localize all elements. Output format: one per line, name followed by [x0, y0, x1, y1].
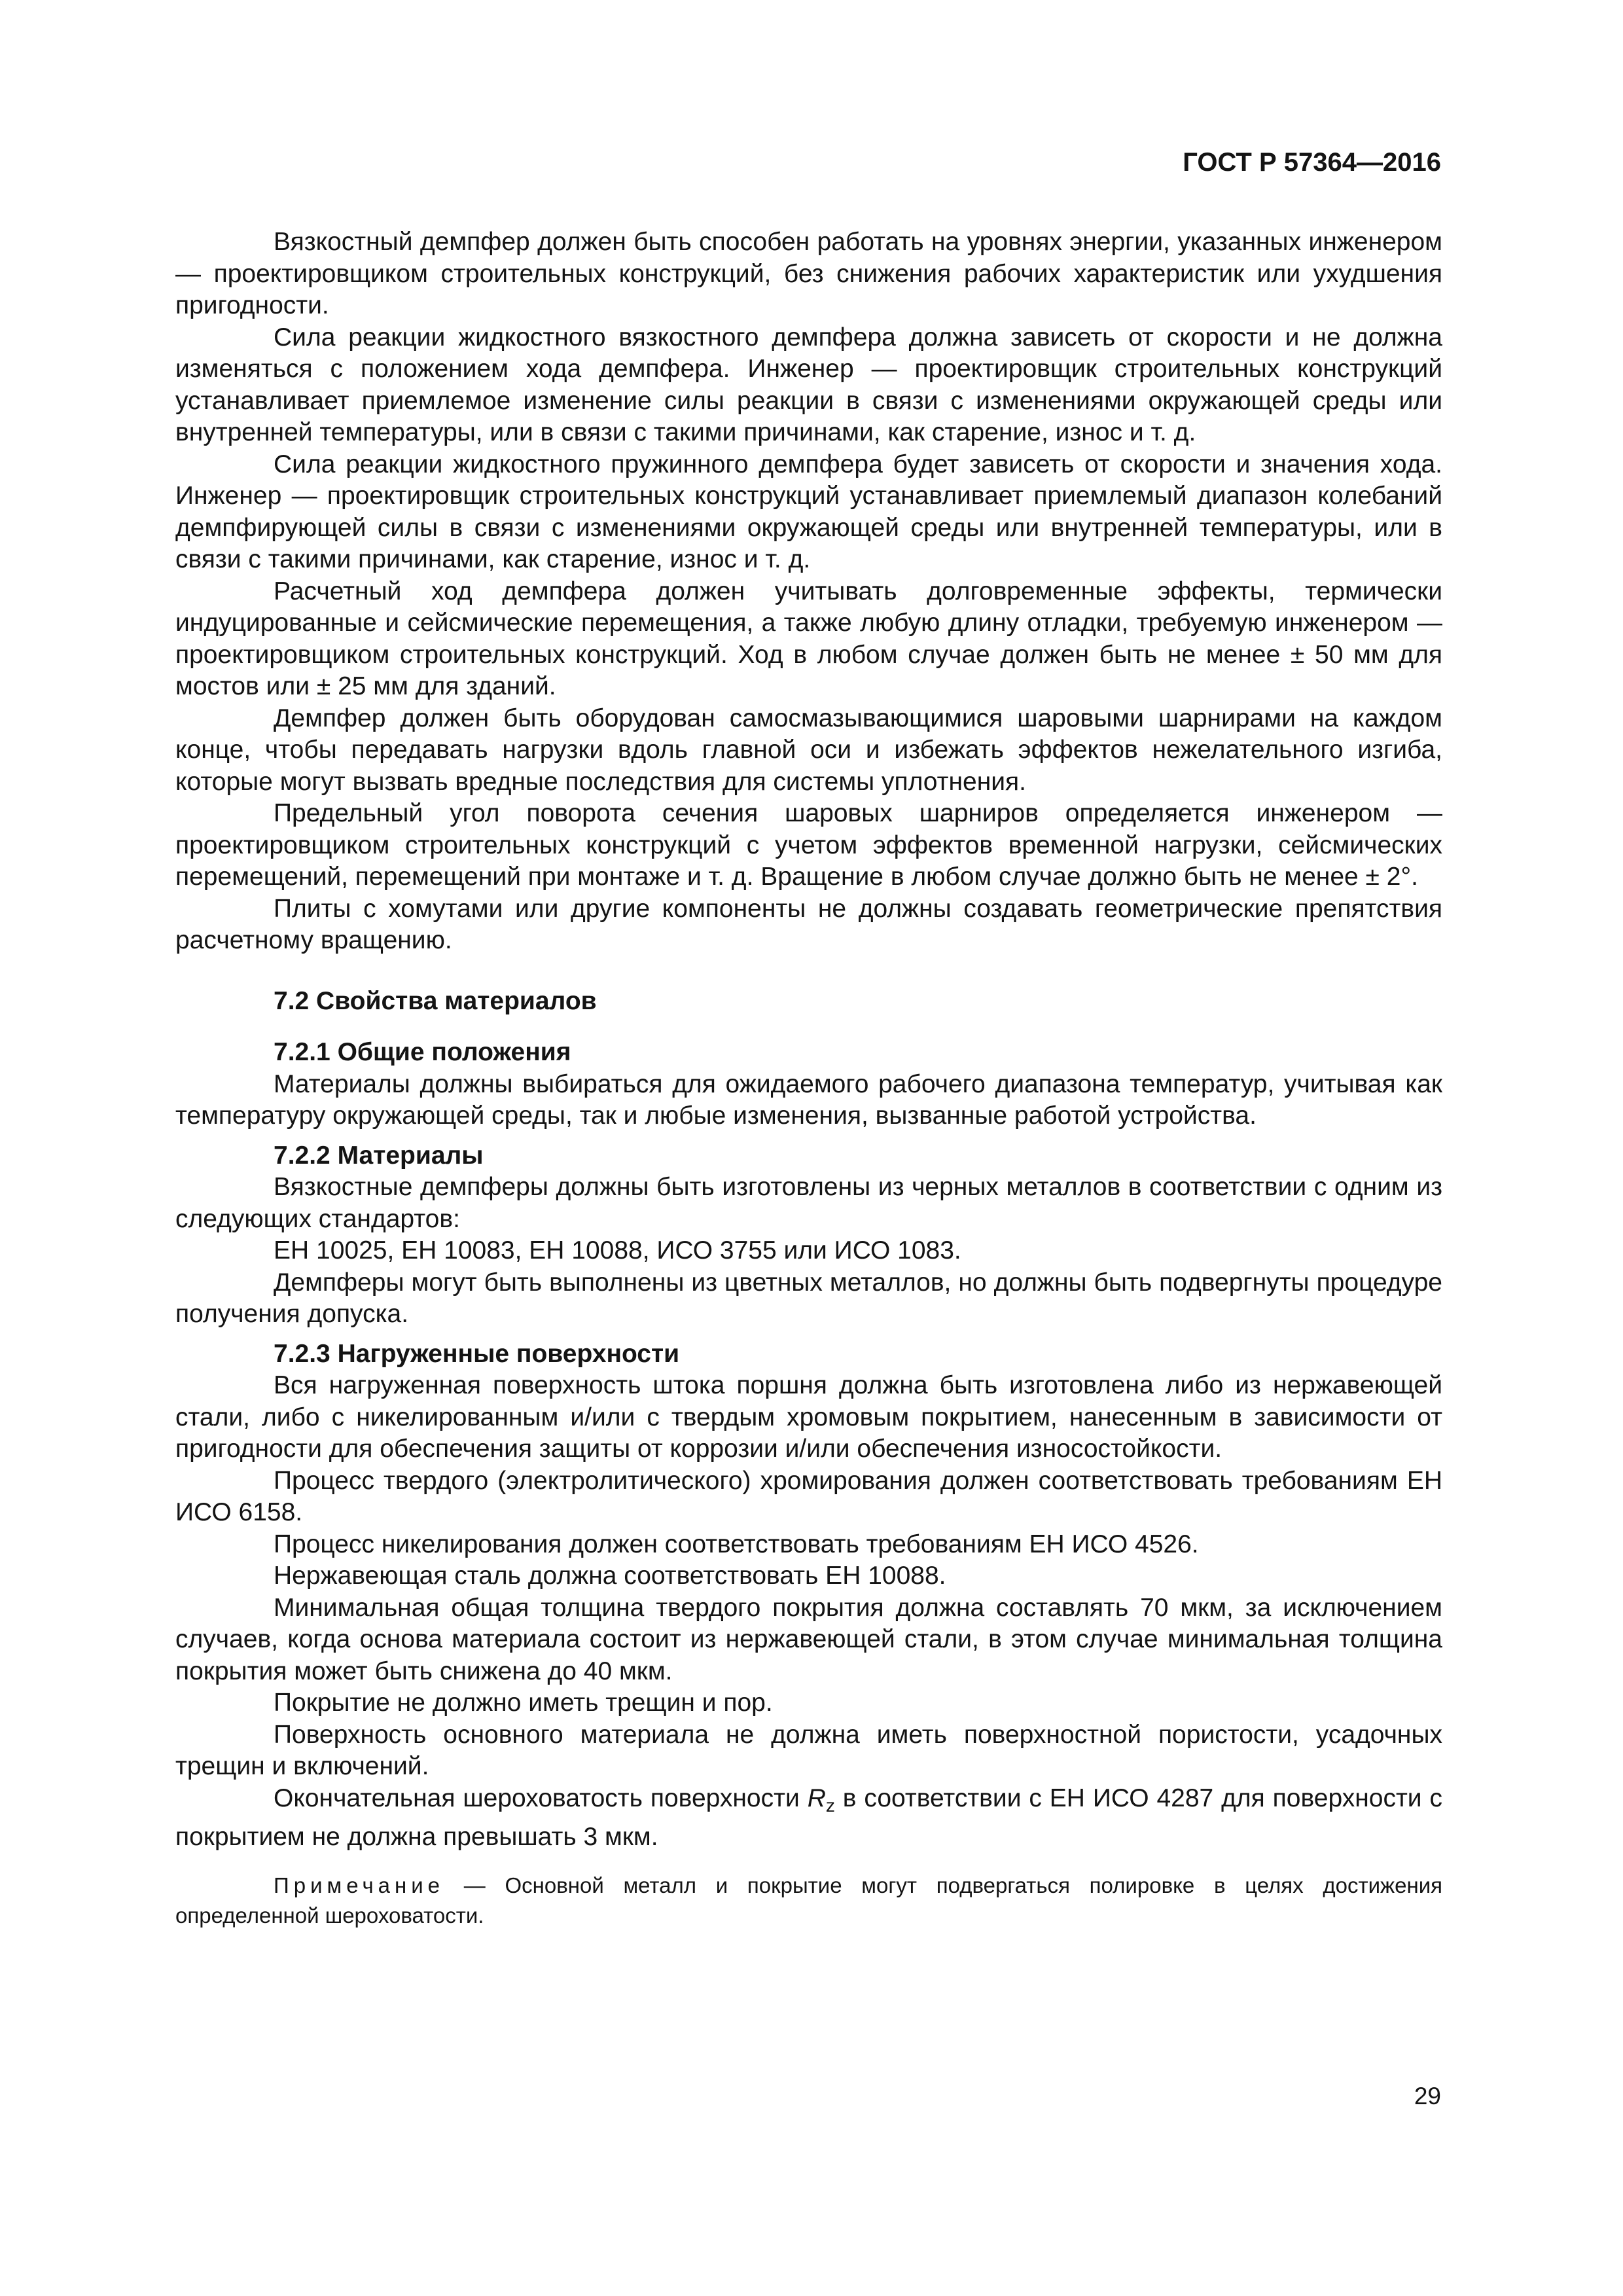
- roughness-symbol: R: [807, 1784, 826, 1812]
- paragraph: Материалы должны выбираться для ожидаемого рабочего диапазона температур, учитывая как температуру окружающей среды, так и любые изменения, вызванные работой устройства.: [175, 1069, 1442, 1130]
- paragraph: Сила реакции жидкостного вязкостного демпфера должна зависеть от скорости и не должна изменяться с положением хода демпфера. Инженер — проектировщик строительных конструкций устанавливает приемлемое изменение силы реакции в связи с изменениями окружающей среды или внутренней температуры, или в связи с такими причинами, как старение, износ и т. д.: [175, 323, 1442, 446]
- roughness-text-after: в соответствии с ЕН ИСО 4287 для поверхности с покрытием не должна превышать 3 мкм.: [175, 1784, 1443, 1851]
- paragraph: Вязкостный демпфер должен быть способен работать на уровнях энергии, указанных инженером — проектировщиком строительных конструкций, без снижения рабочих характеристик или ухудшения пригодности.: [175, 228, 1442, 319]
- roughness-subscript: z: [825, 1795, 835, 1816]
- paragraph: Плиты с хомутами или другие компоненты не должны создавать геометрические препятствия расчетному вращению.: [175, 894, 1442, 954]
- standards-list: ЕН 10025, ЕН 10083, ЕН 10088, ИСО 3755 или ИСО 1083.: [274, 1236, 961, 1265]
- paragraph: Вязкостные демпферы должны быть изготовлены из черных металлов в соответствии с одним из следующих стандартов:: [175, 1173, 1442, 1233]
- paragraph: Поверхность основного материала не должна иметь поверхностной пористости, усадочных трещин и включений.: [175, 1720, 1442, 1780]
- paragraph: Демпфер должен быть оборудован самосмазывающимися шаровыми шарнирами на каждом конце, чтобы передавать нагрузки вдоль главной оси и избежать эффектов нежелательного изгиба, которые могут вызвать вредные последствия для системы уплотнения.: [175, 704, 1442, 796]
- paragraph: Процесс никелирования должен соответствовать требованиям ЕН ИСО 4526.: [274, 1530, 1199, 1558]
- paragraph: Расчетный ход демпфера должен учитывать долговременные эффекты, термически индуцированные и сейсмические перемещения, а также любую длину отладки, требуемую инженером — проектировщиком строительных конструкций. Ход в любом случае должен быть не менее ± 50 мм для мостов или ± 25 мм для зданий.: [175, 577, 1442, 700]
- paragraph: Минимальная общая толщина твердого покрытия должна составлять 70 мкм, за исключением случаев, когда основа материала состоит из нержавеющей стали, в этом случае минимальная толщина покрытия может быть снижена до 40 мкм.: [175, 1593, 1442, 1685]
- note: [175, 1871, 1442, 1931]
- document-body: [175, 226, 1442, 1931]
- section-heading-7-2: 7.2 Свойства материалов: [274, 986, 597, 1015]
- paragraph: Демпферы могут быть выполнены из цветных металлов, но должны быть подвергнуты процедуре получения допуска.: [175, 1268, 1442, 1328]
- section-heading-7-2-1: 7.2.1 Общие положения: [274, 1038, 571, 1066]
- document-code: ГОСТ Р 57364—2016: [1183, 148, 1441, 177]
- roughness-paragraph: [175, 1783, 1442, 1854]
- section-heading-7-2-2: 7.2.2 Материалы: [274, 1141, 484, 1170]
- paragraph: Сила реакции жидкостного пружинного демпфера будет зависеть от скорости и значения хода. Инженер — проектировщик строительных конструкций устанавливает приемлемый диапазон колебаний демпфирующей силы в связи с изменениями окружающей среды или внутренней температуры, или в связи с такими причинами, как старение, износ и т. д.: [175, 450, 1442, 573]
- paragraph: Предельный угол поворота сечения шаровых шарниров определяется инженером — проектировщиком строительных конструкций с учетом эффектов временной нагрузки, сейсмических перемещений, перемещений при монтаже и т. д. Вращение в любом случае должно быть не менее ± 2°.: [175, 799, 1442, 891]
- page-number: 29: [1414, 2083, 1441, 2109]
- note-label: Примечание: [274, 1873, 445, 1897]
- roughness-text-before: Окончательная шероховатость поверхности: [274, 1784, 808, 1812]
- section-heading-7-2-3: 7.2.3 Нагруженные поверхности: [274, 1339, 680, 1368]
- paragraph: Процесс твердого (электролитического) хромирования должен соответствовать требованиям ЕН ИСО 6158.: [175, 1466, 1442, 1526]
- paragraph: Нержавеющая сталь должна соответствовать ЕН 10088.: [274, 1562, 946, 1590]
- paragraph: Покрытие не должно иметь трещин и пор.: [274, 1689, 773, 1717]
- note-text: — Основной металл и покрытие могут подвергаться полировке в целях достижения определенной шероховатости.: [175, 1873, 1442, 1928]
- paragraph: Вся нагруженная поверхность штока поршня должна быть изготовлена либо из нержавеющей стали, либо с никелированным и/или с твердым хромовым покрытием, нанесенным в зависимости от пригодности для обеспечения защиты от коррозии и/или обеспечения износостойкости.: [175, 1371, 1442, 1463]
